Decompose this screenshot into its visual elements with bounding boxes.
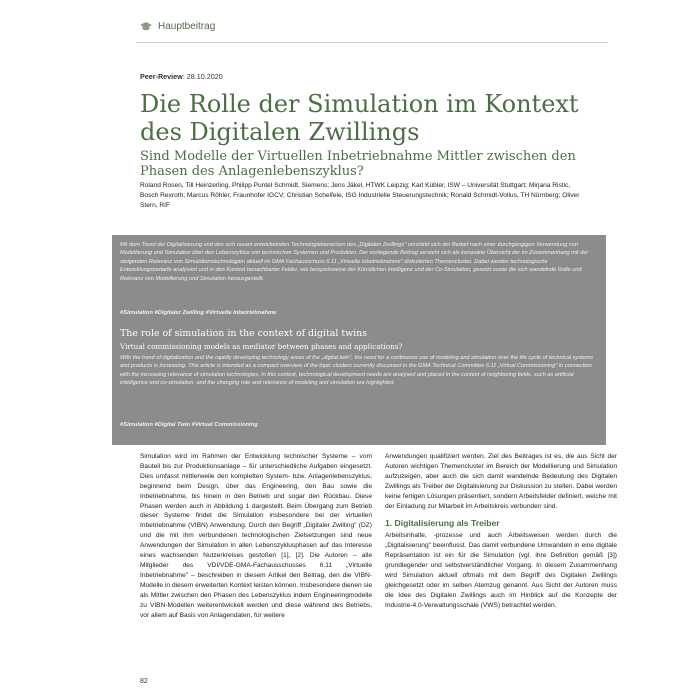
peer-review-date: : 28.10.2020	[182, 72, 223, 81]
header-divider	[136, 42, 608, 43]
running-header	[118, 12, 608, 48]
body-paragraph: Anwendungen qualifiziert werden. Ziel des Beitrages ist es, die aus Sicht der Autoren wichtigen Themencluster im Bereich der Modellierung und Simulation aufzuzeigen, aber auch die sich damit wandelnde Bedeutung des Digitalen Zwillings als Treiber der Digitalisierung zur Diskussion zu stellen. Dabei werden keine fertigen Lösungen präsentiert, sondern Arbeitsfelder definiert, welche mit der Einladung zur Mitarbeit im Arbeitskreis verbunden sind.	[385, 453, 617, 510]
peer-review-label: Peer-Review	[140, 72, 183, 81]
abstract-german: Mit dem Trend der Digitalisierung und den sich rasant entwickelnden Technologiebereichen des „Digitalen Zwillings" verstärkt sich der Bedarf nach einer durchgängigen Verwendung von Modellierung und Simulation über den Lebenszyklus von technischen Systemen und Produkten. Der vorliegende Beitrag versteht sich als kompakte Übersicht der im Zusammenhang mit der steigenden Relevanz von Simulationstechnologien aktuell im GMA Fachausschuss 6.11 „Virtuelle Inbetriebnahme" diskutierten Themencluster. Dabei werden technologische Entwicklungsbedarfe analysiert und in den Kontext benachbarter Felder, wie beispielsweise der Künstlichen Intelligenz und der Co-Simulation, gesetzt sowie die sich wandelnde Rolle und Relevanz von Modellierung und Simulation herausgestellt.	[120, 242, 589, 282]
english-subtitle: Virtual commissioning models as mediator between phases and applications?	[120, 342, 403, 351]
article-subtitle: Sind Modelle der Virtuellen Inbetriebnahme Mittler zwischen den Phasen des Anlagenlebenszyklus?	[140, 149, 576, 179]
body-column-right	[385, 452, 617, 611]
abstract-box	[112, 235, 606, 445]
graduation-cap-icon	[140, 22, 152, 32]
keywords-german: #Simulation #Digitaler Zwilling #Virtuelle Inbetriebnahme	[120, 310, 277, 316]
section-label: Hauptbeitrag	[158, 21, 216, 32]
article-title: Die Rolle der Simulation im Kontext des Digitalen Zwillings	[140, 90, 579, 146]
body-paragraph: Arbeitsinhalte, -prozesse und auch Arbeitsweisen werden durch die „Digitalisierung" beeinflusst. Das damit verbundene Umwandeln in eine digitale Repräsentation ist ein für die Simulation (vgl. ihre Definition gemäß [3]) grundlegender und selbstverständlicher Vorgang. In diesem Zusammenhang wird Simulation aktuell oftmals mit dem Begriff des Digitalen Zwillings gleichgesetzt oder im selben Atemzug genannt. Aus Sicht der Autoren muss die Idee des Digitalen Zwillings auch im Hinblick auf die Konzepte der Industrie-4.0-Verwaltungsschale (VWS) betrachtet werden.	[385, 532, 617, 609]
body-paragraph: Simulation wird im Rahmen der Entwicklung technischer Systeme – vom Bauteil bis zur Produktionsanlage – für unterschiedliche Aufgaben eingesetzt. Dies umfasst mittlerweile den kompletten System- bzw. Anlagenlebenszyklus, beginnend beim Design, über das Engineering, den Bau sowie die Inbetriebnahme, bis hinein in den Betrieb und sogar den Rückbau. Diese Phasen werden auch in Abbildung 1 dargestellt. Beim Übergang zum Betrieb dieser Systeme findet die Simulation insbesondere bei der virtuellen Inbetriebnahme (VIBN) Anwendung. Durch den Begriff „Digitaler Zwilling" (DZ) und die mit ihm verbundenen technologischen Zielsetzungen sind neue Anwendungen der Simulation in allen Lebenszyklusphasen auf das Interesse eines wachsenden Nutzerkreises gestoßen [1], [2]. Die Autoren – alle Mitglieder des VDI/VDE-GMA-Fachausschusses 6.11 „Virtuelle Inbetriebnahme" – beschreiben in diesem Artikel den Beitrag, den die VIBN-Modelle in diesem erweiterten Kontext leisten können. Insbesondere dienen sie als Mittler zwischen den Phasen des Lebenszyklus indem Engineeringmodelle zu VIBN-Modellen weiterentwickelt werden und diese während des Betriebs, vor allem auf Basis von Anlagendaten, für weitere	[140, 453, 372, 619]
abstract-english: With the trend of digitalization and the rapidly developing technology areas of the „digital twin", the need for a continuous use of modeling and simulation over the life cycle of technical systems and products is increasing. This article is intended as a compact overview of the topic clusters currently discussed in the GMA Technical Committee 6.11 „Virtual Commissioning" in connection with the increasing relevance of simulation technologies. In this context, technological development needs are analysed and placed in the context of neighboring fields, such as artificial intelligence and co-simulation, and the changing role and relevance of modeling and simulation are highlighted.	[120, 355, 594, 387]
english-title: The role of simulation in the context of digital twins	[120, 328, 368, 339]
peer-review-line	[140, 72, 223, 81]
body-column-left	[140, 452, 372, 620]
author-list: Roland Rosen, Till Heinzerling, Philipp Puntel Schmidt, Siemens; Jens Jäkel, HTWK Leipzig; Karl Kübler, ISW – Universität Stuttgart; Mirjana Ristic, Bosch Rexroth; Marcus Röhler, Fraunhofer IGCV; Christian Scheifele, ISG Industrielle Steuerungstechnik; Ronald Schmidt-Vollus, TH Nürnberg; Oliver Stern, RIF	[140, 182, 580, 209]
keywords-english: #Simulation #Digital Twin #Virtual Commissioning	[120, 422, 258, 428]
section-heading: 1. Digitalisierung als Treiber	[385, 518, 500, 529]
page-number: 82	[140, 678, 148, 685]
